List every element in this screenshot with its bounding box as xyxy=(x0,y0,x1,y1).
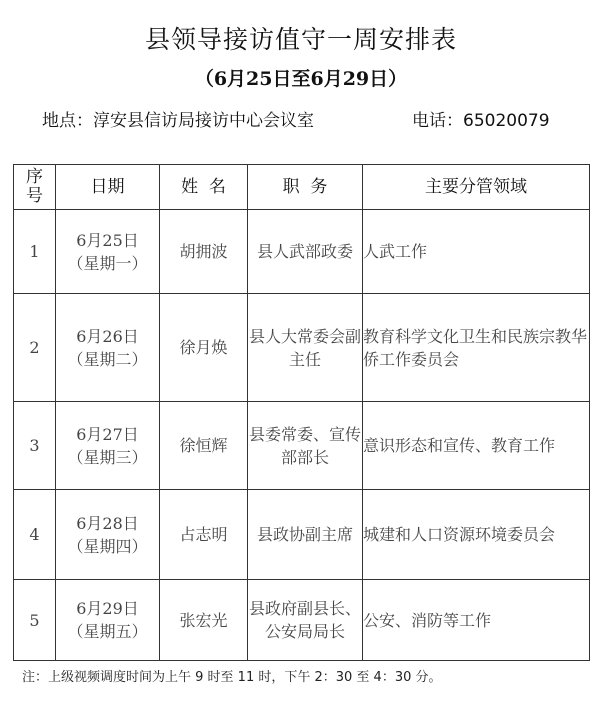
row-number: 1 xyxy=(14,210,56,294)
row-area: 城建和人口资源环境委员会 xyxy=(363,490,590,580)
row-number: 3 xyxy=(14,402,56,490)
row-date: 6月27日 xyxy=(76,424,139,444)
location-text: 地点：淳安县信访局接访中心会议室 xyxy=(42,111,314,131)
row-position: 县政协副主席 xyxy=(248,490,363,580)
row-date-cell xyxy=(56,490,160,580)
table-row xyxy=(14,294,590,402)
table-row xyxy=(14,490,590,580)
row-name: 徐月焕 xyxy=(160,294,248,402)
table-header-row xyxy=(14,165,590,210)
table-row xyxy=(14,210,590,294)
row-position: 县人大常委会副主任 xyxy=(248,294,363,402)
row-name: 胡拥波 xyxy=(160,210,248,294)
table-row xyxy=(14,580,590,661)
row-date: 6月29日 xyxy=(76,599,139,618)
footnote: 注：上级视频调度时间为上午 9 时至 11 时，下午 2：30 至 4：30 分。 xyxy=(22,670,442,685)
row-date-cell xyxy=(56,210,160,294)
row-weekday: （星期四） xyxy=(67,536,148,556)
page-title: 县领导接访值守一周安排表 xyxy=(144,25,457,54)
row-weekday: （星期一） xyxy=(67,253,148,273)
header-number-line2: 号 xyxy=(26,186,43,206)
row-area: 人武工作 xyxy=(363,210,590,294)
row-date-cell xyxy=(56,580,160,661)
header-area: 主要分管领域 xyxy=(363,165,590,210)
header-position: 职 务 xyxy=(248,165,363,210)
row-name: 张宏光 xyxy=(160,580,248,661)
row-weekday: （星期三） xyxy=(67,447,148,467)
row-date-cell xyxy=(56,402,160,490)
row-weekday: （星期二） xyxy=(67,349,148,369)
date-range-subtitle: （6月25日至6月29日） xyxy=(194,68,408,90)
row-position: 县委常委、宣传部部长 xyxy=(248,402,363,490)
header-name: 姓 名 xyxy=(160,165,248,210)
row-name: 徐恒辉 xyxy=(160,402,248,490)
phone-text: 电话：65020079 xyxy=(412,111,550,131)
row-number: 4 xyxy=(14,490,56,580)
row-area: 教育科学文化卫生和民族宗教华侨工作委员会 xyxy=(363,294,590,402)
row-number: 2 xyxy=(14,294,56,402)
header-number xyxy=(14,165,56,210)
row-date: 6月28日 xyxy=(76,513,139,533)
row-date: 6月26日 xyxy=(76,326,139,346)
header-number-line1: 序 xyxy=(26,167,43,187)
row-date: 6月25日 xyxy=(76,230,139,250)
row-area: 公安、消防等工作 xyxy=(363,580,590,661)
row-name: 占志明 xyxy=(160,490,248,580)
row-position: 县政府副县长、公安局局长 xyxy=(248,580,363,661)
header-date: 日期 xyxy=(56,165,160,210)
row-number: 5 xyxy=(14,580,56,661)
row-position: 县人武部政委 xyxy=(248,210,363,294)
row-weekday: （星期五） xyxy=(67,622,148,641)
row-area: 意识形态和宣传、教育工作 xyxy=(363,402,590,490)
duty-schedule-table xyxy=(13,164,590,661)
row-date-cell xyxy=(56,294,160,402)
table-row xyxy=(14,402,590,490)
